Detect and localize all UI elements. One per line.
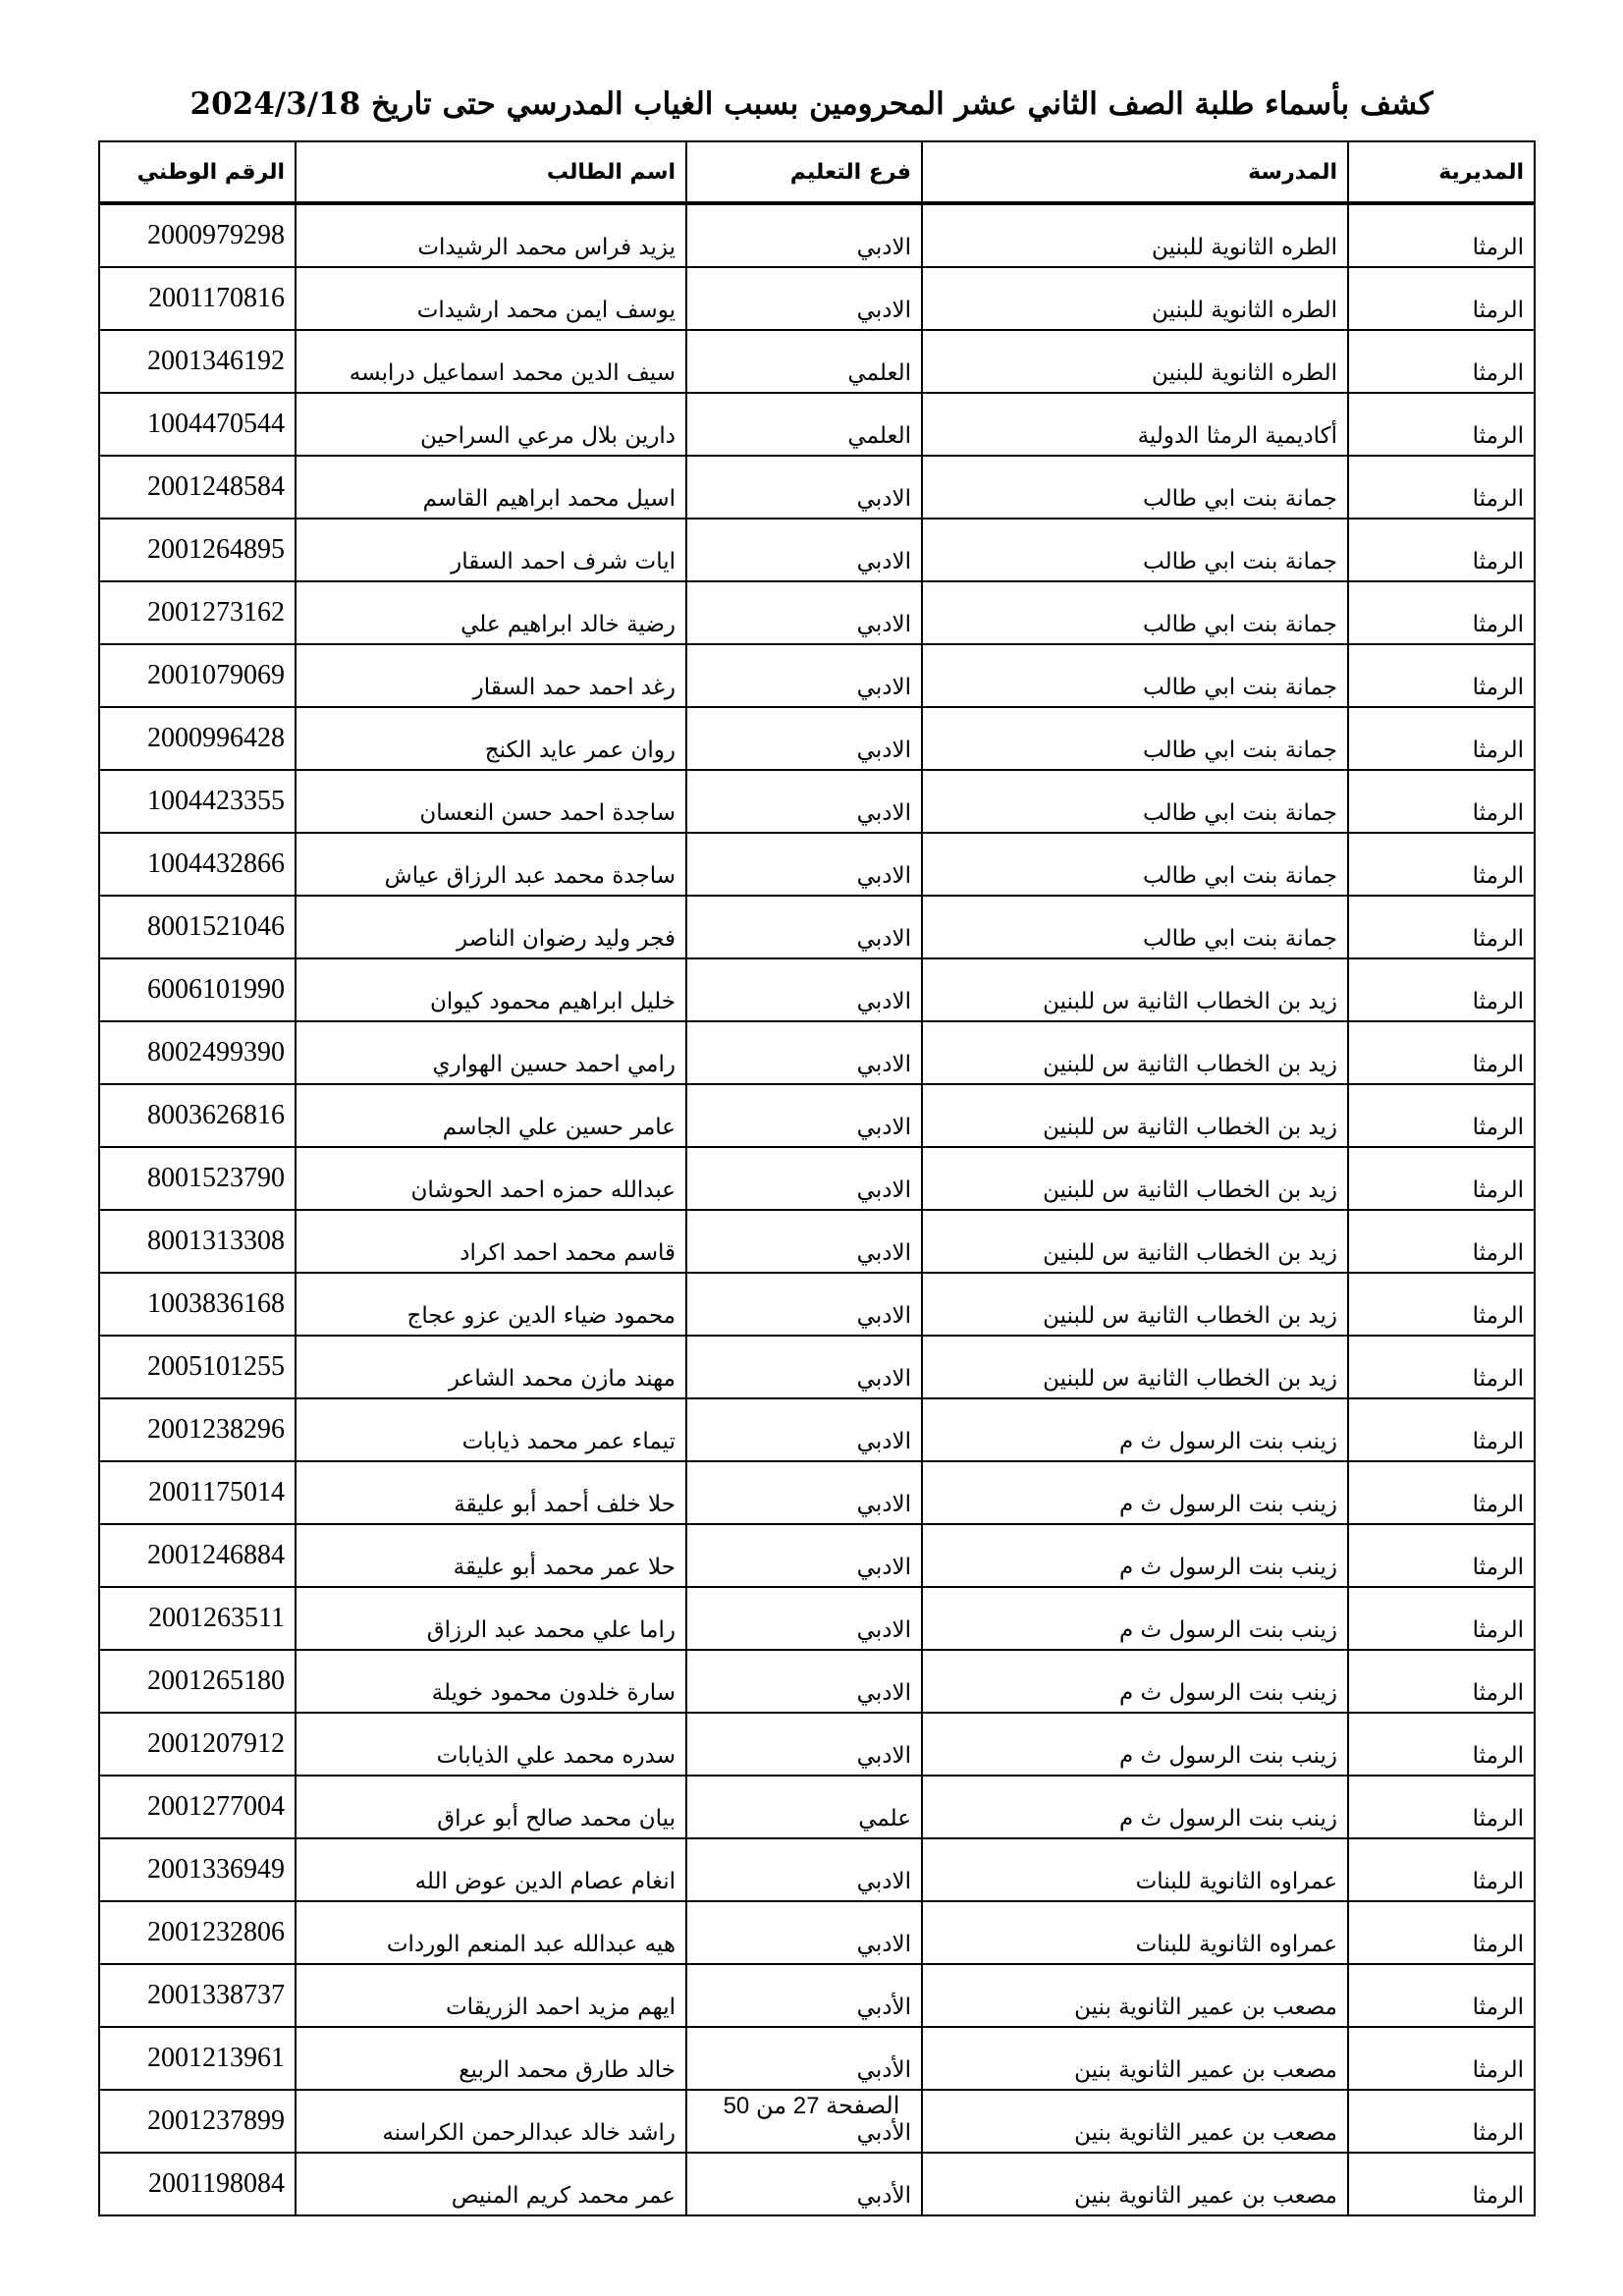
cell-student-name: سدره محمد علي الذيابات <box>296 1713 686 1776</box>
cell-national-id: 2001198084 <box>99 2153 296 2215</box>
cell-school: جمانة بنت ابي طالب <box>922 770 1348 833</box>
cell-directorate: الرمثا <box>1348 519 1535 581</box>
cell-branch: الادبي <box>686 1713 922 1776</box>
cell-school: زيد بن الخطاب الثانية س للبنين <box>922 958 1348 1021</box>
cell-national-id: 2001277004 <box>99 1776 296 1838</box>
cell-school: جمانة بنت ابي طالب <box>922 519 1348 581</box>
table-row <box>99 707 1535 770</box>
cell-directorate: الرمثا <box>1348 267 1535 330</box>
table-row <box>99 1650 1535 1713</box>
cell-directorate: الرمثا <box>1348 1776 1535 1838</box>
cell-school: جمانة بنت ابي طالب <box>922 581 1348 644</box>
cell-branch: الادبي <box>686 581 922 644</box>
cell-school: زيد بن الخطاب الثانية س للبنين <box>922 1210 1348 1273</box>
cell-student-name: قاسم محمد احمد اكراد <box>296 1210 686 1273</box>
cell-branch: الادبي <box>686 958 922 1021</box>
cell-directorate: الرمثا <box>1348 1713 1535 1776</box>
header-branch: فرع التعليم <box>686 141 922 203</box>
cell-branch: الادبي <box>686 1838 922 1901</box>
cell-student-name: راشد خالد عبدالرحمن الكراسنه <box>296 2090 686 2153</box>
cell-student-name: انغام عصام الدين عوض الله <box>296 1838 686 1901</box>
cell-directorate: الرمثا <box>1348 203 1535 267</box>
page-title: كشف بأسماء طلبة الصف الثاني عشر المحرومين بسبب الغياب المدرسي حتى تاريخ 2024/3/18 <box>189 86 1434 122</box>
cell-national-id: 2000996428 <box>99 707 296 770</box>
cell-school: زينب بنت الرسول ث م <box>922 1650 1348 1713</box>
table-row <box>99 1147 1535 1210</box>
cell-school: الطره الثانوية للبنين <box>922 330 1348 393</box>
cell-school: زينب بنت الرسول ث م <box>922 1524 1348 1587</box>
cell-school: جمانة بنت ابي طالب <box>922 833 1348 896</box>
cell-branch: الادبي <box>686 1524 922 1587</box>
cell-directorate: الرمثا <box>1348 1524 1535 1587</box>
cell-national-id: 2000979298 <box>99 203 296 267</box>
table-row <box>99 2027 1535 2090</box>
table-header <box>99 141 1535 203</box>
cell-school: مصعب بن عمير الثانوية بنين <box>922 1964 1348 2027</box>
cell-student-name: يوسف ايمن محمد ارشيدات <box>296 267 686 330</box>
cell-branch: الادبي <box>686 1650 922 1713</box>
cell-national-id: 1004470544 <box>99 393 296 456</box>
cell-school: زينب بنت الرسول ث م <box>922 1461 1348 1524</box>
cell-school: جمانة بنت ابي طالب <box>922 707 1348 770</box>
table-row <box>99 1838 1535 1901</box>
cell-directorate: الرمثا <box>1348 1336 1535 1398</box>
cell-branch: العلمي <box>686 330 922 393</box>
cell-directorate: الرمثا <box>1348 1461 1535 1524</box>
cell-branch: الادبي <box>686 644 922 707</box>
cell-school: جمانة بنت ابي طالب <box>922 644 1348 707</box>
cell-national-id: 2001273162 <box>99 581 296 644</box>
cell-directorate: الرمثا <box>1348 1210 1535 1273</box>
cell-national-id: 2001238296 <box>99 1398 296 1461</box>
table-row <box>99 1210 1535 1273</box>
cell-directorate: الرمثا <box>1348 1084 1535 1147</box>
cell-national-id: 1004423355 <box>99 770 296 833</box>
cell-national-id: 6006101990 <box>99 958 296 1021</box>
table-row <box>99 581 1535 644</box>
header-school: المدرسة <box>922 141 1348 203</box>
cell-directorate: الرمثا <box>1348 581 1535 644</box>
cell-national-id: 1003836168 <box>99 1273 296 1336</box>
table-row <box>99 1273 1535 1336</box>
cell-national-id: 8001521046 <box>99 896 296 958</box>
cell-branch: الادبي <box>686 456 922 519</box>
cell-school: الطره الثانوية للبنين <box>922 203 1348 267</box>
cell-directorate: الرمثا <box>1348 1650 1535 1713</box>
cell-student-name: عامر حسين علي الجاسم <box>296 1084 686 1147</box>
cell-directorate: الرمثا <box>1348 1587 1535 1650</box>
cell-branch: الادبي <box>686 1273 922 1336</box>
cell-branch: العلمي <box>686 393 922 456</box>
cell-student-name: يزيد فراس محمد الرشيدات <box>296 203 686 267</box>
cell-school: زيد بن الخطاب الثانية س للبنين <box>922 1336 1348 1398</box>
cell-branch: الأدبي <box>686 1964 922 2027</box>
cell-branch: الادبي <box>686 267 922 330</box>
cell-school: جمانة بنت ابي طالب <box>922 896 1348 958</box>
cell-branch: الادبي <box>686 1147 922 1210</box>
table-row <box>99 2153 1535 2215</box>
cell-directorate: الرمثا <box>1348 1838 1535 1901</box>
cell-national-id: 2001207912 <box>99 1713 296 1776</box>
cell-school: زينب بنت الرسول ث م <box>922 1587 1348 1650</box>
cell-student-name: هيه عبدالله عبد المنعم الوردات <box>296 1901 686 1964</box>
cell-directorate: الرمثا <box>1348 896 1535 958</box>
cell-student-name: رضية خالد ابراهيم علي <box>296 581 686 644</box>
cell-student-name: سيف الدين محمد اسماعيل درابسه <box>296 330 686 393</box>
cell-student-name: مهند مازن محمد الشاعر <box>296 1336 686 1398</box>
cell-school: زيد بن الخطاب الثانية س للبنين <box>922 1273 1348 1336</box>
header-national-id: الرقم الوطني <box>99 141 296 203</box>
cell-branch: الادبي <box>686 1461 922 1524</box>
cell-school: زيد بن الخطاب الثانية س للبنين <box>922 1084 1348 1147</box>
cell-student-name: حلا عمر محمد أبو عليقة <box>296 1524 686 1587</box>
table-row <box>99 833 1535 896</box>
cell-student-name: ساجدة محمد عبد الرزاق عياش <box>296 833 686 896</box>
table-body <box>99 203 1535 2215</box>
header-student-name: اسم الطالب <box>296 141 686 203</box>
cell-student-name: ايات شرف احمد السقار <box>296 519 686 581</box>
cell-national-id: 2001265180 <box>99 1650 296 1713</box>
cell-school: جمانة بنت ابي طالب <box>922 456 1348 519</box>
cell-national-id: 8003626816 <box>99 1084 296 1147</box>
table-row <box>99 1461 1535 1524</box>
cell-directorate: الرمثا <box>1348 393 1535 456</box>
table-row <box>99 1776 1535 1838</box>
cell-directorate: الرمثا <box>1348 833 1535 896</box>
cell-branch: الادبي <box>686 1084 922 1147</box>
table-row <box>99 203 1535 267</box>
page-number: الصفحة 27 من 50 <box>723 2093 900 2119</box>
cell-directorate: الرمثا <box>1348 1964 1535 2027</box>
cell-student-name: سارة خلدون محمود خويلة <box>296 1650 686 1713</box>
cell-national-id: 2001213961 <box>99 2027 296 2090</box>
cell-branch: علمي <box>686 1776 922 1838</box>
cell-branch: الادبي <box>686 203 922 267</box>
cell-student-name: عبدالله حمزه احمد الحوشان <box>296 1147 686 1210</box>
cell-school: الطره الثانوية للبنين <box>922 267 1348 330</box>
table-row <box>99 958 1535 1021</box>
table-row <box>99 1713 1535 1776</box>
cell-school: زينب بنت الرسول ث م <box>922 1713 1348 1776</box>
cell-national-id: 2001336949 <box>99 1838 296 1901</box>
cell-national-id: 8001523790 <box>99 1147 296 1210</box>
cell-school: مصعب بن عمير الثانوية بنين <box>922 2153 1348 2215</box>
cell-branch: الادبي <box>686 1398 922 1461</box>
cell-branch: الادبي <box>686 833 922 896</box>
cell-national-id: 2001079069 <box>99 644 296 707</box>
cell-school: عمراوه الثانوية للبنات <box>922 1838 1348 1901</box>
cell-student-name: فجر وليد رضوان الناصر <box>296 896 686 958</box>
table-row <box>99 1021 1535 1084</box>
cell-school: مصعب بن عمير الثانوية بنين <box>922 2027 1348 2090</box>
cell-student-name: ساجدة احمد حسن النعسان <box>296 770 686 833</box>
table-row <box>99 896 1535 958</box>
table-row <box>99 770 1535 833</box>
table-row <box>99 1964 1535 2027</box>
cell-directorate: الرمثا <box>1348 2153 1535 2215</box>
cell-national-id: 1004432866 <box>99 833 296 896</box>
cell-school: عمراوه الثانوية للبنات <box>922 1901 1348 1964</box>
cell-student-name: اسيل محمد ابراهيم القاسم <box>296 456 686 519</box>
cell-student-name: خليل ابراهيم محمود كيوان <box>296 958 686 1021</box>
table-row <box>99 1587 1535 1650</box>
cell-national-id: 8001313308 <box>99 1210 296 1273</box>
cell-national-id: 2001338737 <box>99 1964 296 2027</box>
cell-student-name: بيان محمد صالح أبو عراق <box>296 1776 686 1838</box>
cell-student-name: حلا خلف أحمد أبو عليقة <box>296 1461 686 1524</box>
cell-national-id: 2001175014 <box>99 1461 296 1524</box>
cell-student-name: محمود ضياء الدين عزو عجاج <box>296 1273 686 1336</box>
cell-directorate: الرمثا <box>1348 1147 1535 1210</box>
cell-student-name: راما علي محمد عبد الرزاق <box>296 1587 686 1650</box>
table-row <box>99 393 1535 456</box>
table-row <box>99 1084 1535 1147</box>
cell-school: زيد بن الخطاب الثانية س للبنين <box>922 1021 1348 1084</box>
cell-directorate: الرمثا <box>1348 707 1535 770</box>
cell-branch: الادبي <box>686 1587 922 1650</box>
cell-student-name: ايهم مزيد احمد الزريقات <box>296 1964 686 2027</box>
cell-branch: الادبي <box>686 770 922 833</box>
cell-directorate: الرمثا <box>1348 1901 1535 1964</box>
cell-branch: الادبي <box>686 1336 922 1398</box>
cell-national-id: 2001264895 <box>99 519 296 581</box>
cell-directorate: الرمثا <box>1348 644 1535 707</box>
cell-directorate: الرمثا <box>1348 456 1535 519</box>
header-row <box>99 141 1535 203</box>
table-row <box>99 1398 1535 1461</box>
cell-school: زينب بنت الرسول ث م <box>922 1776 1348 1838</box>
cell-directorate: الرمثا <box>1348 2027 1535 2090</box>
cell-branch: الأدبي <box>686 2090 922 2153</box>
cell-national-id: 2001170816 <box>99 267 296 330</box>
cell-school: زينب بنت الرسول ث م <box>922 1398 1348 1461</box>
table-row <box>99 1901 1535 1964</box>
cell-student-name: تيماء عمر محمد ذيابات <box>296 1398 686 1461</box>
table-row <box>99 519 1535 581</box>
cell-student-name: عمر محمد كريم المنيص <box>296 2153 686 2215</box>
table-row <box>99 456 1535 519</box>
cell-branch: الادبي <box>686 707 922 770</box>
header-directorate: المديرية <box>1348 141 1535 203</box>
cell-school: زيد بن الخطاب الثانية س للبنين <box>922 1147 1348 1210</box>
cell-student-name: دارين بلال مرعي السراحين <box>296 393 686 456</box>
cell-directorate: الرمثا <box>1348 958 1535 1021</box>
cell-national-id: 2001246884 <box>99 1524 296 1587</box>
cell-branch: الادبي <box>686 1210 922 1273</box>
cell-directorate: الرمثا <box>1348 330 1535 393</box>
cell-student-name: خالد طارق محمد الربيع <box>296 2027 686 2090</box>
cell-school: أكاديمية الرمثا الدولية <box>922 393 1348 456</box>
cell-branch: الادبي <box>686 1021 922 1084</box>
table-row <box>99 1524 1535 1587</box>
cell-directorate: الرمثا <box>1348 770 1535 833</box>
cell-directorate: الرمثا <box>1348 1021 1535 1084</box>
cell-branch: الأدبي <box>686 2027 922 2090</box>
cell-national-id: 8002499390 <box>99 1021 296 1084</box>
cell-directorate: الرمثا <box>1348 1273 1535 1336</box>
cell-national-id: 2001346192 <box>99 330 296 393</box>
cell-branch: الادبي <box>686 519 922 581</box>
cell-directorate: الرمثا <box>1348 1398 1535 1461</box>
table-row <box>99 267 1535 330</box>
cell-national-id: 2005101255 <box>99 1336 296 1398</box>
cell-directorate: الرمثا <box>1348 2090 1535 2153</box>
cell-national-id: 2001237899 <box>99 2090 296 2153</box>
cell-national-id: 2001248584 <box>99 456 296 519</box>
cell-student-name: رغد احمد حمد السقار <box>296 644 686 707</box>
cell-school: مصعب بن عمير الثانوية بنين <box>922 2090 1348 2153</box>
cell-national-id: 2001263511 <box>99 1587 296 1650</box>
table-row <box>99 1336 1535 1398</box>
cell-branch: الادبي <box>686 1901 922 1964</box>
cell-branch: الادبي <box>686 896 922 958</box>
table-row <box>99 644 1535 707</box>
cell-student-name: رامي احمد حسين الهواري <box>296 1021 686 1084</box>
table-row <box>99 330 1535 393</box>
cell-branch: الأدبي <box>686 2153 922 2215</box>
students-table <box>98 140 1536 2216</box>
cell-national-id: 2001232806 <box>99 1901 296 1964</box>
cell-student-name: روان عمر عايد الكنج <box>296 707 686 770</box>
